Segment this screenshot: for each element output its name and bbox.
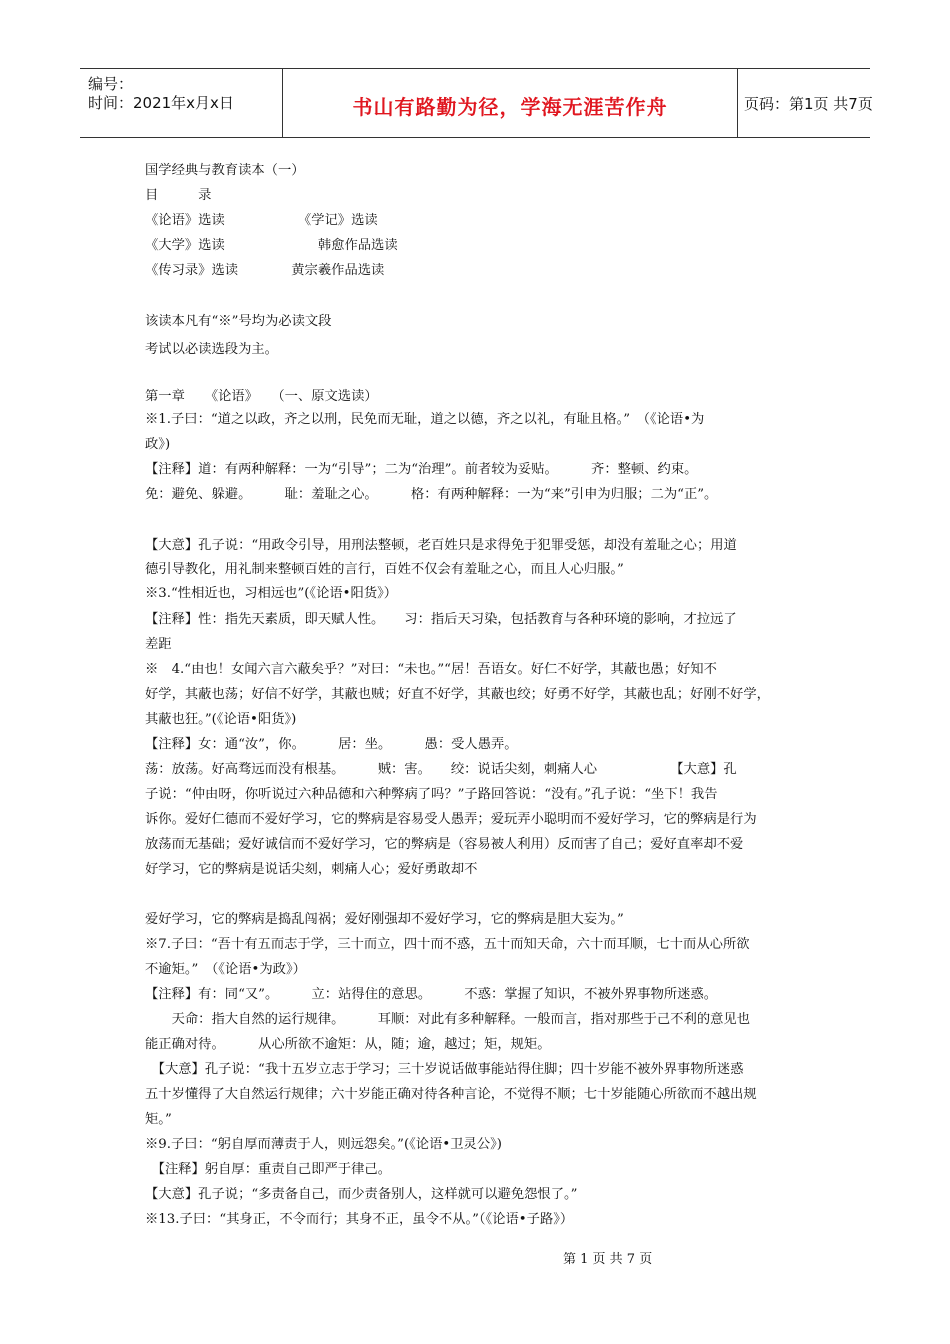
text-line: 【注释】有：同“又”。 立：站得住的意思。 不惑：掌握了知识，不被外界事物所迷惑。 xyxy=(145,987,718,1002)
text-line: 目 录 xyxy=(145,188,212,203)
text-line: ※9.子曰：“躬自厚而薄责于人，则远怨矣。”(《论语•卫灵公》) xyxy=(145,1137,502,1152)
text-line: 放荡而无基础；爱好诚信而不爱好学习，它的弊病是（容易被人利用）反而害了自己；爱好直率却不爱 xyxy=(145,837,744,852)
text-line: 【注释】道：有两种解释：一为“引导”；二为“治理”。前者较为妥贴。 齐：整顿、约束。 xyxy=(145,462,698,477)
text-line: 【大意】孔子说：“我十五岁立志于学习；三十岁说话做事能站得住脚；四十岁能不被外界事物所迷惑 xyxy=(145,1062,744,1077)
text-line: 【注释】躬自厚：重责自己即严于律己。 xyxy=(145,1162,391,1177)
text-line: 好学，其蔽也荡；好信不好学，其蔽也贼；好直不好学，其蔽也绞；好勇不好学，其蔽也乱；好刚不好学， xyxy=(145,687,770,702)
text-line: 【大意】孔子说：“用政令引导，用刑法整顿，老百姓只是求得免于犯罪受惩，却没有羞耻之心；用道 xyxy=(145,538,737,553)
text-line: 其蔽也狂。”(《论语•阳货》) xyxy=(145,712,297,727)
text-line: 考试以必读选段为主。 xyxy=(145,342,278,357)
text-line: 差距 xyxy=(145,637,172,652)
text-line: ※13.子曰：“其身正，不令而行；其身不正，虽令不从。”（《论语•子路》） xyxy=(145,1212,574,1227)
document-header xyxy=(80,68,873,138)
header-info-cell xyxy=(80,69,282,137)
date-label: 时间：2021年x月x日 xyxy=(88,94,234,112)
number-label: 编号： xyxy=(88,75,134,93)
text-line: 第一章 《论语》 （一、原文选读） xyxy=(145,389,378,404)
text-line: 【大意】孔子说；“多责备自己，而少责备别人，这样就可以避免怨恨了。” xyxy=(145,1187,578,1202)
text-line: ※7.子曰：“吾十有五而志于学，三十而立，四十而不惑，五十而知天命，六十而耳顺，七十而从心所欲 xyxy=(145,937,750,952)
text-line: 国学经典与教育读本（一） xyxy=(145,163,305,178)
text-line: 矩。” xyxy=(145,1112,172,1127)
motto-text: 书山有路勤为径，学海无涯苦作舟 xyxy=(352,95,668,119)
text-line: 荡：放荡。好高骛远而没有根基。 贼：害。 绞：说话尖刻，刺痛人心 【大意】孔 xyxy=(145,762,737,777)
text-line: ※3.“性相近也，习相远也”(《论语•阳货》） xyxy=(145,586,398,601)
text-line: 诉你。爱好仁德而不爱好学习，它的弊病是容易受人愚弄；爱玩弄小聪明而不爱好学习，它的弊病是行为 xyxy=(145,812,757,827)
text-line: 《大学》选读 韩愈作品选读 xyxy=(145,238,398,253)
text-line: 爱好学习，它的弊病是捣乱闯祸；爱好刚强却不爱好学习，它的弊病是胆大妄为。” xyxy=(145,912,624,927)
text-line: 《论语》选读 《学记》选读 xyxy=(145,213,378,228)
header-motto-cell xyxy=(282,69,738,137)
text-line: 【注释】性：指先天素质，即天赋人性。 习：指后天习染，包括教育与各种环境的影响，才拉远了 xyxy=(145,612,737,627)
page-footer: 第 1 页 共 7 页 xyxy=(563,1252,653,1267)
text-line: 该读本凡有“※”号均为必读文段 xyxy=(145,314,332,329)
text-line: 天命：指大自然的运行规律。 耳顺：对此有多种解释。一般而言，指对那些于己不利的意见也 xyxy=(145,1012,751,1027)
text-line: 德引导教化，用礼制来整顿百姓的言行，百姓不仅会有羞耻之心，而且人心归服。” xyxy=(145,562,624,577)
text-line: 好学习，它的弊病是说话尖刻，刺痛人心；爱好勇敢却不 xyxy=(145,862,478,877)
header-page-cell xyxy=(736,69,873,137)
text-line: 能正确对待。 从心所欲不逾矩：从，随；逾，越过；矩，规矩。 xyxy=(145,1037,551,1052)
text-line: 《传习录》选读 黄宗羲作品选读 xyxy=(145,263,385,278)
text-line: ※1.子曰：“道之以政，齐之以刑，民免而无耻，道之以德，齐之以礼，有耻且格。” （《论语•为 xyxy=(145,412,705,427)
text-line: 不逾矩。” （《论语•为政》） xyxy=(145,962,306,977)
text-line: 政》) xyxy=(145,437,171,452)
text-line: ※ 4.“由也！女闻六言六蔽矣乎？”对曰：“未也。”“居！吾语女。好仁不好学，其蔽也愚；好知不 xyxy=(145,662,717,677)
text-line: 子说：“仲由呀，你听说过六种品德和六种弊病了吗？”子路回答说：“没有。”孔子说：“坐下！我告 xyxy=(145,787,718,802)
text-line: 【注释】女：通“汝”，你。 居：坐。 愚：受人愚弄。 xyxy=(145,737,518,752)
text-line: 免：避免、躲避。 耻：羞耻之心。 格：有两种解释：一为“来”引申为归服；二为“正”。 xyxy=(145,487,718,502)
page-label: 页码：第1页 共7页 xyxy=(744,95,873,113)
text-line: 五十岁懂得了大自然运行规律；六十岁能正确对待各种言论，不觉得不顺；七十岁能随心所欲而不越出规 xyxy=(145,1087,757,1102)
